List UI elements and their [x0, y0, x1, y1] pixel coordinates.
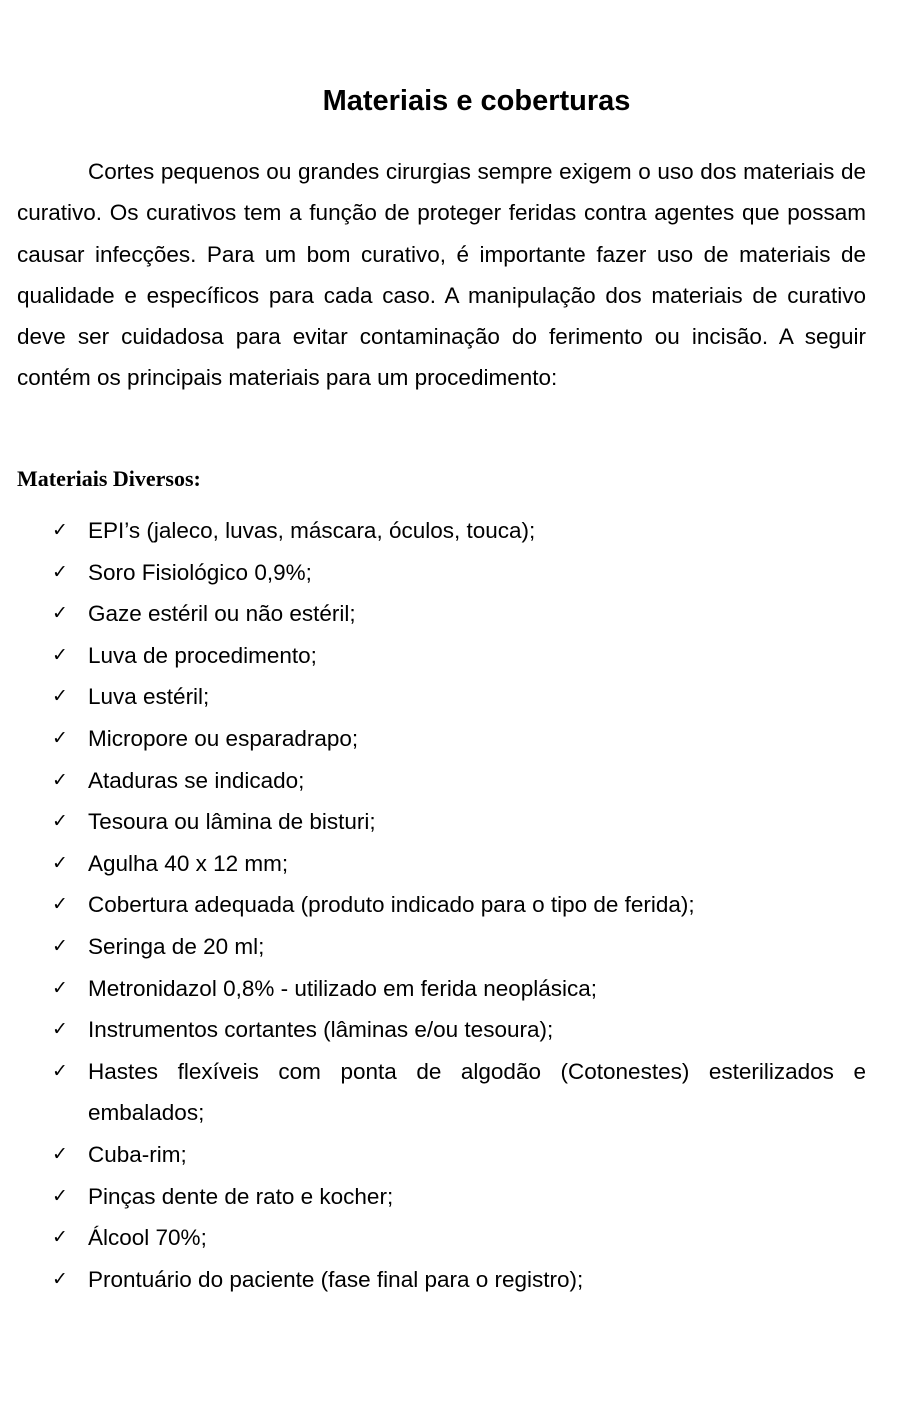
list-item: [0, 718, 916, 760]
checkmark-icon: ✓: [52, 1059, 68, 1082]
checkmark-icon: ✓: [52, 851, 68, 874]
list-item: [0, 676, 916, 718]
list-item-text: Álcool 70%;: [88, 1225, 207, 1251]
list-item: [0, 593, 916, 635]
list-item: [0, 510, 916, 552]
list-item: [0, 843, 916, 885]
checkmark-icon: ✓: [52, 1184, 68, 1207]
list-item: [0, 635, 916, 677]
list-item: [0, 1217, 916, 1259]
list-item: [0, 1134, 916, 1176]
list-item-text: Prontuário do paciente (fase final para o registro);: [88, 1266, 584, 1292]
list-item: [0, 552, 916, 594]
list-item-text: Cuba-rim;: [88, 1141, 187, 1167]
checkmark-icon: ✓: [52, 519, 68, 541]
list-item-text: Metronidazol 0,8% - utilizado em ferida neoplásica;: [88, 975, 598, 1001]
list-item-text: EPI’s (jaleco, luvas, máscara, óculos, touca);: [88, 518, 536, 543]
list-item-text: Gaze estéril ou não estéril;: [88, 601, 356, 627]
list-item: [0, 1051, 916, 1134]
materials-checklist: [0, 510, 916, 1300]
section-heading: Materiais Diversos:: [17, 466, 201, 491]
checkmark-icon: ✓: [52, 1267, 68, 1290]
list-item-text: Luva de procedimento;: [88, 642, 317, 668]
list-item: [0, 1009, 916, 1051]
checkmark-icon: ✓: [52, 934, 68, 957]
intro-paragraph: Cortes pequenos ou grandes cirurgias sempre exigem o uso dos materiais de curativo. Os curativos tem a função de proteger feridas contra agentes que possam causar infecções. Para um bom curativo, é importante fazer uso de materiais de qualidade e específicos para cada caso. A manipulação dos materiais de curativo deve ser cuidadosa para evitar contaminação do ferimento ou incisão. A seguir contém os principais materiais para um procedimento:: [17, 159, 866, 391]
list-item-text: Instrumentos cortantes (lâminas e/ou tesoura);: [88, 1017, 554, 1043]
list-item: [0, 1176, 916, 1218]
checkmark-icon: ✓: [52, 726, 68, 749]
checkmark-icon: ✓: [52, 685, 68, 708]
checkmark-icon: ✓: [52, 560, 68, 583]
list-item: [0, 926, 916, 968]
list-item-text: Tesoura ou lâmina de bisturi;: [88, 809, 376, 835]
checkmark-icon: ✓: [52, 602, 68, 625]
checkmark-icon: ✓: [52, 768, 68, 791]
checkmark-icon: ✓: [52, 810, 68, 833]
checkmark-icon: ✓: [52, 1018, 68, 1041]
list-item-text: Hastes flexíveis com ponta de algodão (Cotonestes) esterilizados e embalados;: [88, 1058, 866, 1126]
list-item: [0, 1259, 916, 1301]
checkmark-icon: ✓: [52, 643, 68, 666]
list-item-text: Micropore ou esparadrapo;: [88, 725, 359, 751]
list-item-text: Seringa de 20 ml;: [88, 933, 265, 959]
list-item-text: Luva estéril;: [88, 684, 210, 710]
checkmark-icon: ✓: [52, 1226, 68, 1249]
list-item: [0, 801, 916, 843]
list-item-text: Ataduras se indicado;: [88, 767, 305, 793]
list-item: [0, 968, 916, 1010]
list-item-text: Soro Fisiológico 0,9%;: [88, 559, 312, 585]
list-item-text: Cobertura adequada (produto indicado para o tipo de ferida);: [88, 892, 695, 918]
page-title: Materiais e coberturas: [322, 85, 631, 117]
list-item-text: Pinças dente de rato e kocher;: [88, 1183, 394, 1209]
checkmark-icon: ✓: [52, 893, 68, 916]
list-item-text: Agulha 40 x 12 mm;: [88, 850, 289, 876]
checkmark-icon: ✓: [52, 1142, 68, 1165]
list-item: [0, 884, 916, 926]
checkmark-icon: ✓: [52, 976, 68, 999]
list-item: [0, 760, 916, 802]
